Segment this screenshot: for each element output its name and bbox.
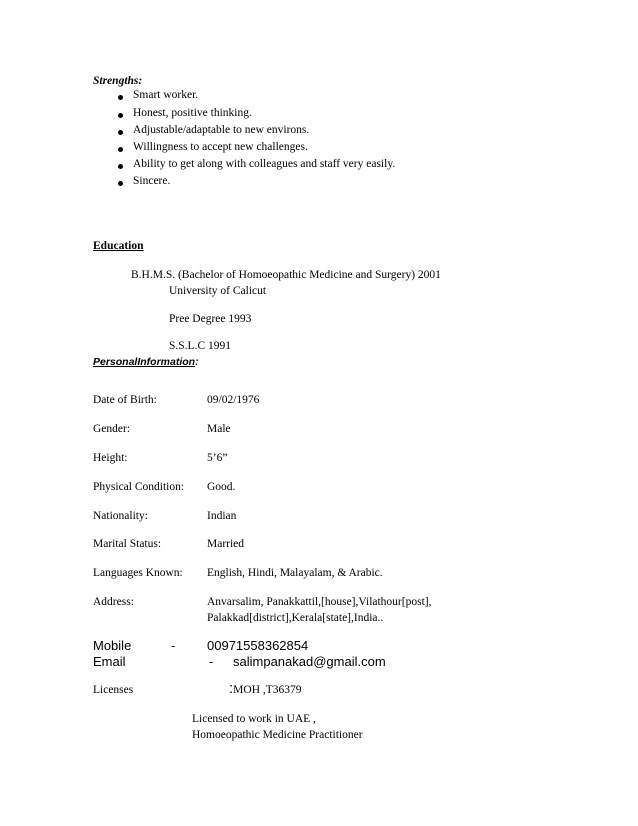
personal-heading-text: PersonalInformation: [93, 356, 196, 368]
personal-heading: [93, 356, 199, 368]
education-pree-degree: Pree Degree 1993: [169, 313, 252, 325]
list-item-text: Honest, positive thinking.: [133, 107, 252, 119]
address-line1: Anvarsalim, Panakkattil,[house],Vilathour[post],: [207, 596, 432, 608]
education-university: University of Calicut: [169, 285, 267, 297]
bullet-icon: [118, 113, 123, 118]
mobile-dash: -: [171, 638, 176, 653]
field-value: 5’6”: [207, 452, 228, 464]
bullet-icon: [118, 147, 123, 152]
address-label: Address:: [93, 596, 134, 608]
list-item-text: Sincere.: [133, 175, 171, 187]
field-label: Gender:: [93, 423, 131, 435]
field-value: Married: [207, 538, 245, 550]
education-heading: Education: [93, 240, 144, 252]
bullet-icon: [118, 181, 123, 186]
mobile-label: Mobile: [93, 638, 132, 653]
licenses-text: MOH ,T36379: [233, 684, 302, 696]
address-line2: Palakkad[district],Kerala[state],India..: [207, 612, 384, 624]
email-dash: -: [209, 654, 214, 669]
education-sslc: S.S.L.C 1991: [169, 340, 231, 352]
field-label: Height:: [93, 452, 128, 464]
education-degree: B.H.M.S. (Bachelor of Homoeopathic Medicine and Surgery) 2001: [131, 269, 441, 281]
strengths-heading-text: Strengths: [93, 75, 139, 87]
email-value: salimpanakad@gmail.com: [233, 654, 386, 669]
list-item-text: Smart worker.: [133, 89, 199, 101]
licensed-line2: Homoeopathic Medicine Practitioner: [192, 729, 363, 741]
field-value: Good.: [207, 481, 236, 493]
list-item-text: Adjustable/adaptable to new environs.: [133, 124, 310, 136]
bullet-icon: [118, 164, 123, 169]
bullet-icon: [118, 95, 123, 100]
list-item-text: Ability to get along with colleagues and staff very easily.: [133, 158, 396, 170]
licensed-line1: Licensed to work in UAE ,: [192, 713, 316, 725]
strengths-heading: [93, 75, 142, 87]
field-label: Nationality:: [93, 510, 148, 522]
licenses-label: Licenses: [93, 684, 134, 696]
field-label: Marital Status:: [93, 538, 162, 550]
field-value: Indian: [207, 510, 237, 522]
field-label: Physical Condition:: [93, 481, 185, 493]
field-label: Languages Known:: [93, 567, 183, 579]
licenses-value: [229, 680, 302, 698]
personal-heading-colon: :: [195, 356, 199, 368]
licenses-colon: :: [229, 680, 234, 697]
list-item-text: Willingness to accept new challenges.: [133, 141, 308, 153]
strengths-heading-colon: :: [138, 75, 143, 87]
email-label: Email: [93, 654, 126, 669]
field-label: Date of Birth:: [93, 394, 157, 406]
field-value: 09/02/1976: [207, 394, 260, 406]
field-value: Male: [207, 423, 231, 435]
field-value: English, Hindi, Malayalam, & Arabic.: [207, 567, 383, 579]
bullet-icon: [118, 130, 123, 135]
mobile-value: 00971558362854: [207, 638, 309, 653]
